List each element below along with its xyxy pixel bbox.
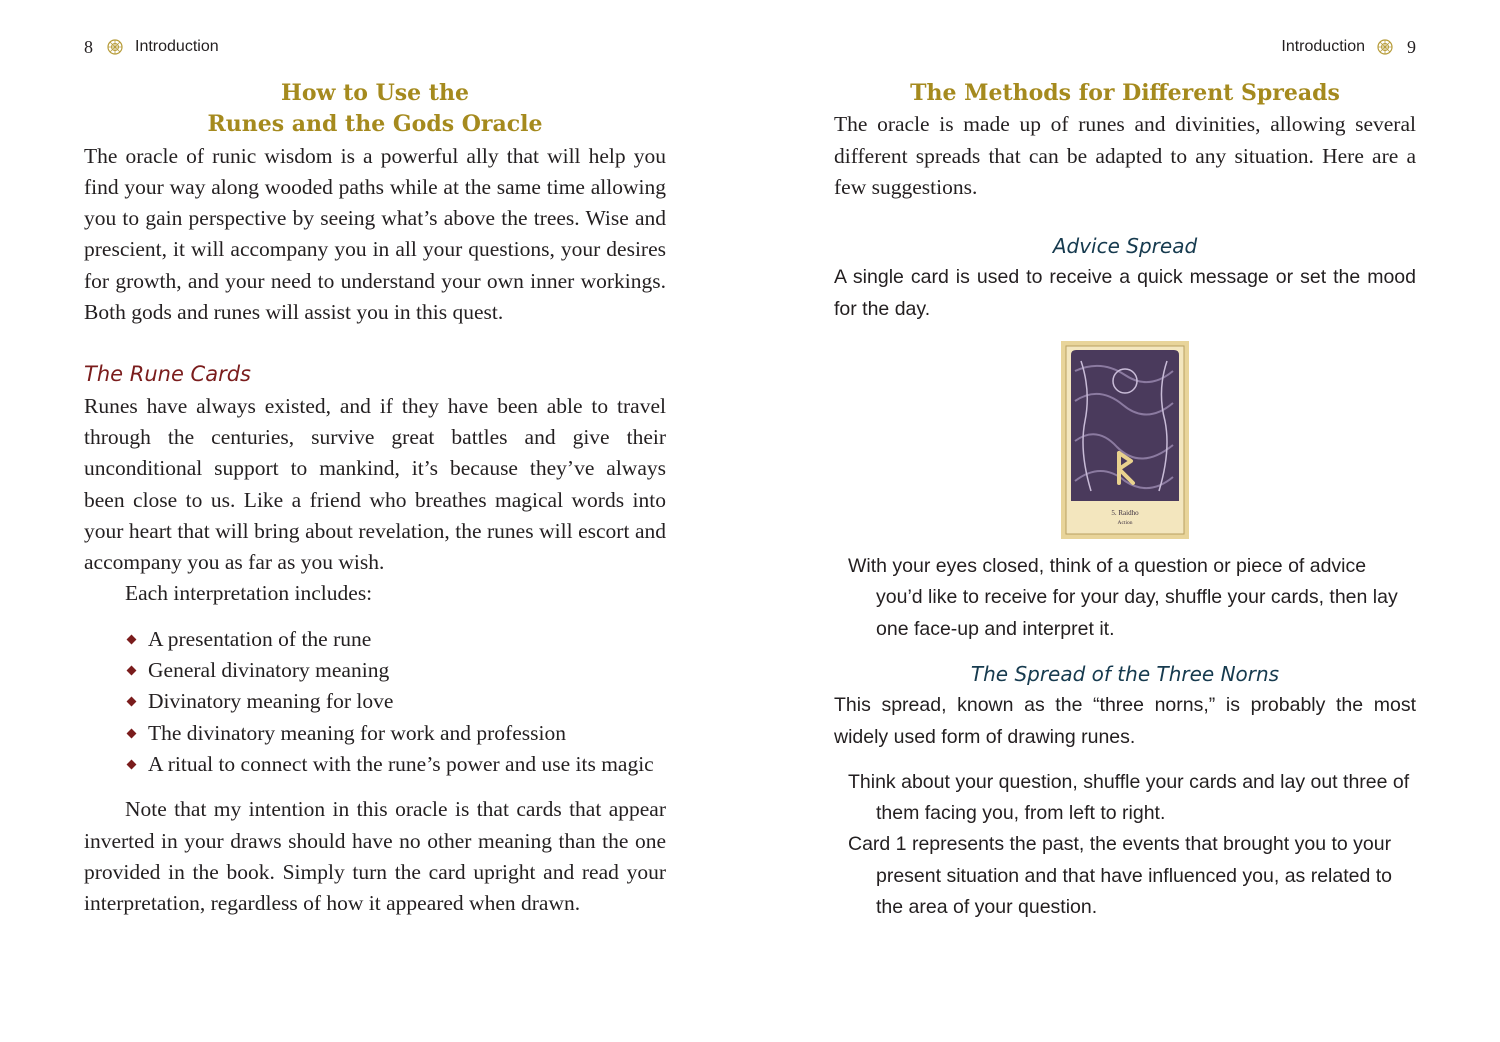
runes-paragraph: Runes have always existed, and if they have been able to travel through the centuries, survive great battles and give their unconditional support to mankind, it’s because they’ve always been close to us. Like a friend who breathes magical words into your heart that will bring about revelation, the runes will escort and accompany you as far as you wish.: [84, 393, 666, 575]
includes-lead: Each interpretation includes:: [125, 581, 373, 606]
list-item: [84, 749, 666, 780]
diamond-bullet-icon: [127, 666, 137, 676]
left-page: [84, 0, 666, 1042]
diamond-bullet-icon: [127, 634, 137, 644]
list-item: [84, 624, 666, 655]
advice-step: With your eyes closed, think of a question or piece of advice you’d like to receive for your day, shuffle your cards, then lay one face-up and interpret it.: [848, 555, 1398, 640]
left-page-body: [84, 78, 666, 919]
list-item-text: Divinatory meaning for love: [148, 689, 394, 714]
running-head-title: Introduction: [1281, 38, 1365, 55]
right-page: [834, 0, 1416, 1042]
page-number: 8: [84, 36, 93, 57]
list-item: [84, 655, 666, 686]
interpretation-list: [84, 624, 666, 780]
subheading-rune-cards: The Rune Cards: [84, 362, 251, 387]
running-head-title: Introduction: [135, 38, 219, 55]
card-figure: [834, 341, 1416, 539]
intro-paragraph: The oracle of runic wisdom is a powerful ally that will help you find your way along wooded paths while at the same time allowing you to gain perspective by seeing what’s above the trees. Wise and prescient, it will accompany you in all your questions, your desires for growth, and your need to understand your own inner workings. Both gods and runes will assist you in this quest.: [84, 143, 666, 325]
section-heading-line2: Runes and the Gods Oracle: [207, 111, 543, 138]
subheading-three-norns: The Spread of the Three Norns: [970, 661, 1280, 686]
diamond-bullet-icon: [127, 728, 137, 738]
knot-rosette-icon: [107, 39, 123, 55]
raidho-rune-card-image: [1061, 341, 1189, 539]
list-item-text: The divinatory meaning for work and profession: [148, 720, 566, 745]
running-head-right: [1281, 34, 1416, 60]
list-item: [84, 686, 666, 717]
spreads-intro-paragraph: The oracle is made up of runes and divinities, allowing several different spreads that can be adapted to any situation. Here are a few suggestions.: [834, 112, 1416, 199]
norns-step-1: Think about your question, shuffle your cards and lay out three of them facing you, from left to right.: [848, 770, 1410, 825]
section-heading: The Methods for Different Spreads: [910, 80, 1340, 106]
diamond-bullet-icon: [127, 697, 137, 707]
note-paragraph: Note that my intention in this oracle is that cards that appear inverted in your draws should have no other meaning than the one provided in the book. Simply turn the card upright and read your interpretation, regardless of how it appeared when drawn.: [84, 797, 666, 916]
list-item-text: A ritual to connect with the rune’s power and use its magic: [148, 751, 654, 776]
running-head-left: [84, 34, 219, 60]
page-number: 9: [1407, 36, 1416, 57]
diamond-bullet-icon: [127, 759, 137, 769]
norns-paragraph: This spread, known as the “three norns,” is probably the most widely used form of drawing runes.: [834, 694, 1416, 748]
subheading-advice-spread: Advice Spread: [1052, 234, 1198, 259]
right-page-body: [834, 78, 1416, 923]
knot-rosette-icon: [1377, 39, 1393, 55]
list-item-text: General divinatory meaning: [148, 658, 390, 683]
card-caption-meaning: Action: [1117, 520, 1133, 527]
section-heading-line1: How to Use the: [281, 80, 469, 106]
card-caption-name: 5. Raidho: [1111, 509, 1139, 518]
norns-step-2: Card 1 represents the past, the events that brought you to your present situation and that have influenced you, as related to the area of your question.: [848, 833, 1393, 919]
list-item: [84, 718, 666, 749]
advice-paragraph: A single card is used to receive a quick message or set the mood for the day.: [834, 266, 1416, 320]
list-item-text: A presentation of the rune: [148, 626, 372, 651]
